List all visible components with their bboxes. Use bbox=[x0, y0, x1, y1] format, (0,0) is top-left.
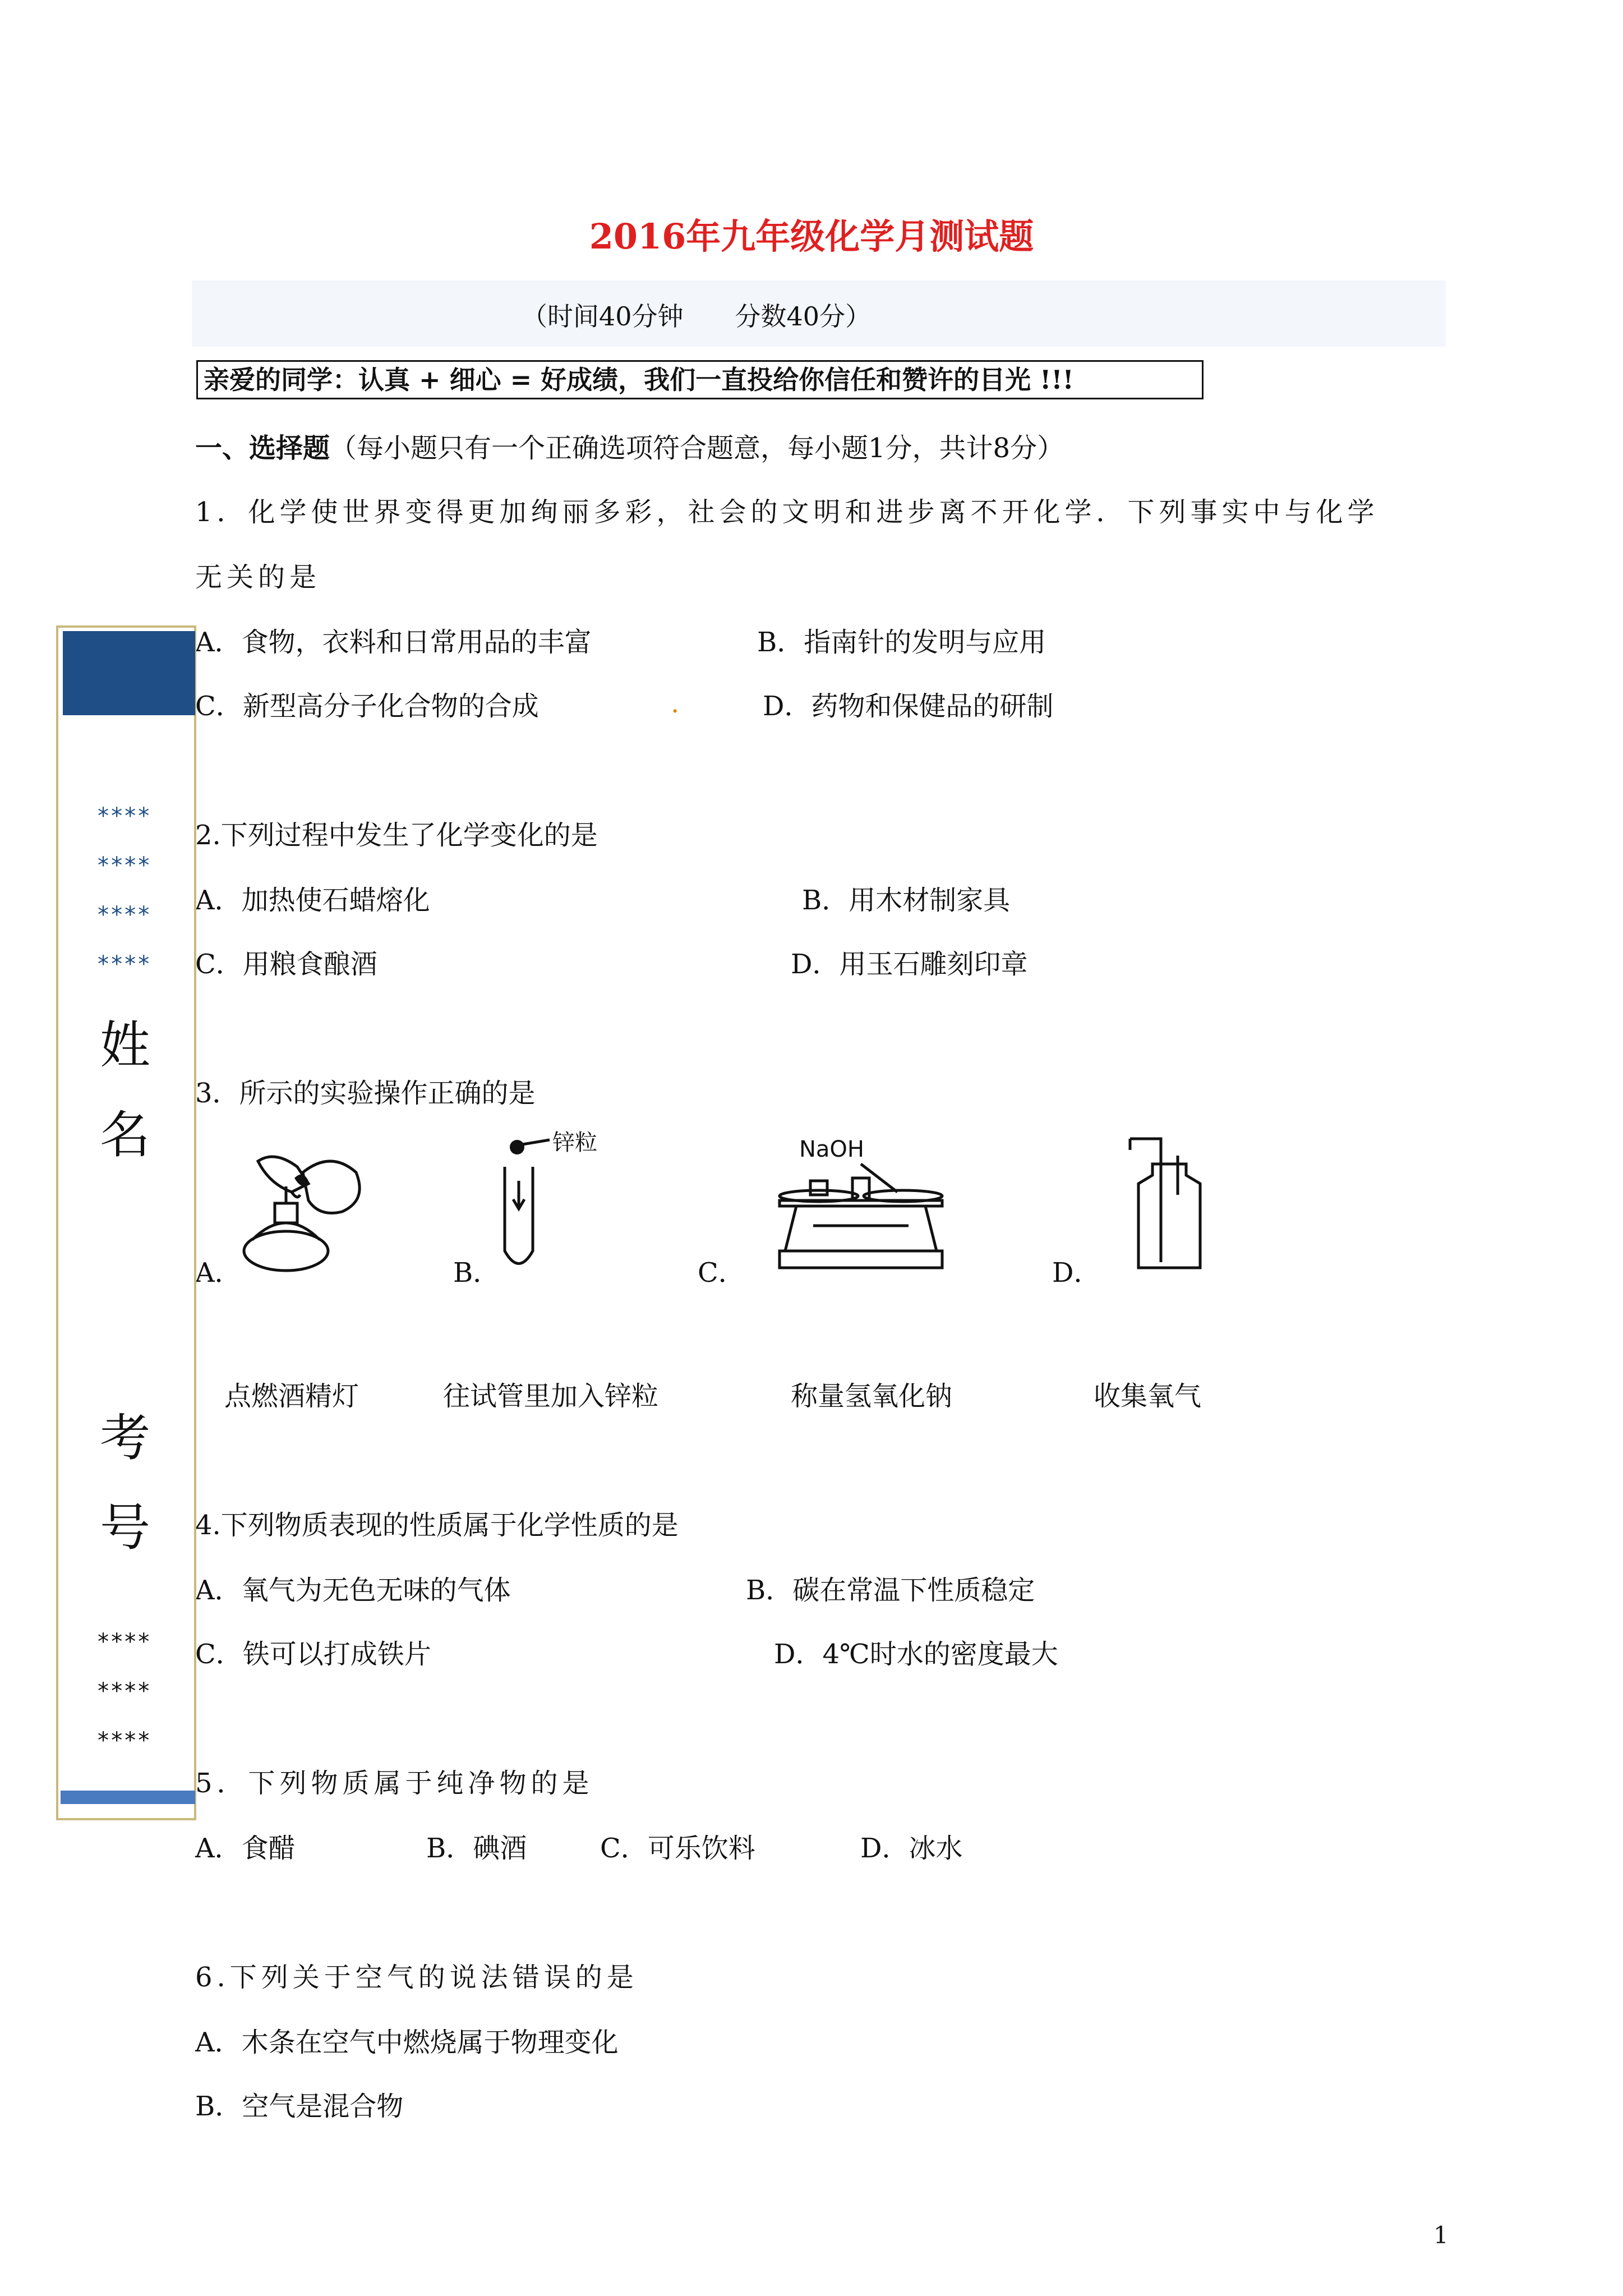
sidebar-stars: **** bbox=[96, 1728, 151, 1754]
q4-option-d: D．4℃时水的密度最大 bbox=[774, 1639, 1058, 1670]
q1-option-a: A．食物，衣料和日常用品的丰富 bbox=[195, 627, 592, 658]
name-label-char1: 姓 bbox=[100, 1016, 150, 1075]
q5-option-a: A．食醋 bbox=[195, 1833, 296, 1864]
q4-stem: 4.下列物质表现的性质属于化学性质的是 bbox=[195, 1510, 679, 1541]
motto-box: 亲爱的同学：认真 + 细心 = 好成绩，我们一直投给你信任和赞许的目光 !!! bbox=[196, 360, 1204, 399]
q6-stem: 6.下列关于空气的说法错误的是 bbox=[195, 1962, 638, 1993]
q1-option-d: D．药物和保健品的研制 bbox=[763, 691, 1054, 722]
section-note: （每小题只有一个正确选项符合题意，每小题1分，共计8分） bbox=[330, 432, 1064, 464]
q2-option-d: D．用玉石雕刻印章 bbox=[791, 949, 1028, 980]
q4-option-c: C．铁可以打成铁片 bbox=[195, 1639, 431, 1670]
sidebar-stars: **** bbox=[96, 1678, 151, 1704]
sidebar-stars: **** bbox=[96, 951, 151, 977]
naoh-label: NaOH bbox=[799, 1137, 864, 1162]
q6-option-b: B．空气是混合物 bbox=[195, 2091, 404, 2122]
figure-balance bbox=[768, 1133, 953, 1279]
q3-option-d: D． bbox=[1052, 1257, 1101, 1289]
q3-option-b: B． bbox=[453, 1257, 500, 1289]
sidebar-footer-stripe bbox=[61, 1791, 195, 1804]
sidebar-stars: **** bbox=[96, 1629, 151, 1655]
q1-stem-line1: 1．化学使世界变得更加绚丽多彩，社会的文明和进步离不开化学．下列事实中与化学 bbox=[195, 496, 1379, 528]
q3-stem: 3．所示的实验操作正确的是 bbox=[195, 1078, 536, 1109]
q4-option-b: B．碳在常温下性质稳定 bbox=[746, 1575, 1035, 1606]
q4-option-a: A．氧气为无色无味的气体 bbox=[195, 1575, 511, 1606]
page-number: 1 bbox=[1433, 2221, 1449, 2249]
q1-option-c: C．新型高分子化合物的合成 bbox=[195, 691, 539, 722]
q6-option-a: A．木条在空气中燃烧属于物理变化 bbox=[195, 2027, 619, 2058]
q5-option-d: D．冰水 bbox=[860, 1833, 963, 1864]
q3-caption-b: 往试管里加入锌粒 bbox=[443, 1381, 659, 1412]
exam-id-label-char2: 号 bbox=[100, 1498, 150, 1557]
figure-test-tube bbox=[482, 1128, 634, 1279]
figure-alcohol-lamp bbox=[236, 1139, 376, 1279]
q2-option-a: A．加热使石蜡熔化 bbox=[195, 885, 430, 916]
q5-stem: 5．下列物质属于纯净物的是 bbox=[195, 1768, 594, 1799]
page-title: 2016年九年级化学月测试题 bbox=[589, 216, 1034, 257]
name-label-char2: 名 bbox=[100, 1106, 150, 1165]
section-title: 一、选择题 bbox=[195, 432, 330, 464]
q2-stem: 2.下列过程中发生了化学变化的是 bbox=[195, 820, 598, 851]
figure-gas-bottle bbox=[1127, 1133, 1211, 1279]
q5-option-c: C．可乐饮料 bbox=[600, 1833, 755, 1864]
q2-option-b: B．用木材制家具 bbox=[802, 885, 1011, 916]
q5-option-b: B．碘酒 bbox=[426, 1833, 527, 1864]
decor-dot: . bbox=[671, 688, 680, 719]
sidebar-stars: **** bbox=[96, 803, 151, 829]
q3-caption-a: 点燃酒精灯 bbox=[224, 1381, 359, 1412]
q1-stem-line2: 无关的是 bbox=[195, 562, 321, 593]
q2-option-c: C．用粮食酿酒 bbox=[195, 949, 377, 980]
sidebar-stars: **** bbox=[96, 902, 151, 928]
sidebar-header-block bbox=[63, 631, 195, 715]
exam-duration-score: （时间40分钟 分数40分） bbox=[522, 301, 872, 332]
q3-caption-c: 称量氢氧化钠 bbox=[791, 1381, 953, 1412]
sidebar-stars: **** bbox=[96, 853, 151, 878]
q3-option-a: A． bbox=[195, 1257, 242, 1289]
q3-option-c: C． bbox=[698, 1257, 745, 1289]
q3-caption-d: 收集氧气 bbox=[1094, 1381, 1202, 1412]
section-heading bbox=[195, 426, 1064, 465]
q1-option-b: B．指南针的发明与应用 bbox=[757, 627, 1046, 658]
exam-id-label-char1: 考 bbox=[100, 1409, 150, 1467]
zinc-label: 锌粒 bbox=[552, 1130, 597, 1156]
